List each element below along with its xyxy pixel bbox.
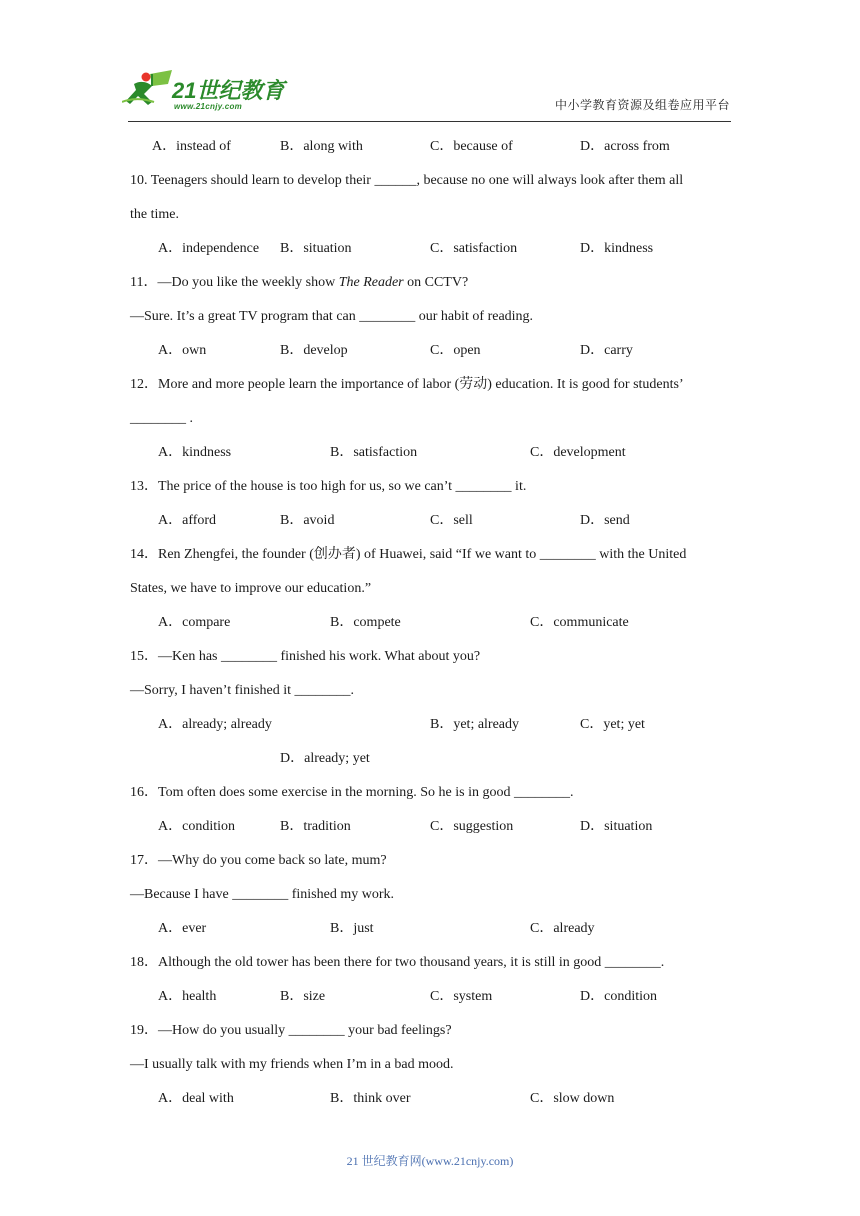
question-9-options [130,130,734,164]
question-17-options [130,912,734,946]
option-a[interactable]: A．compare [158,615,231,630]
question-10-options [130,232,734,266]
question-16-options [130,810,734,844]
question-stem: —Sure. It’s a great TV program that can ________ our habit of reading. [130,309,534,324]
question-stem: States, we have to improve our education.” [130,581,372,596]
question-stem: the time. [130,207,179,222]
question-stem: 19．—How do you usually ________ your bad feelings? [130,1023,452,1038]
question-15-options-row2 [130,742,734,776]
option-d[interactable]: D．condition [580,989,657,1004]
page-footer: 21 世纪教育网(www.21cnjy.com) [346,1154,514,1168]
option-a[interactable]: A．afford [158,513,217,528]
question-list [130,130,734,1116]
option-b[interactable]: B．avoid [280,513,335,528]
option-b[interactable]: B．situation [280,241,352,256]
logo-text: 21世纪教育 [172,78,285,103]
option-a[interactable]: A．already; already [158,717,272,732]
question-stem: 16．Tom often does some exercise in the morning. So he is in good ________. [130,785,574,800]
option-a[interactable]: A．deal with [158,1091,234,1106]
option-c[interactable]: C．satisfaction [430,241,518,256]
show-title: The Reader [338,275,404,290]
option-c[interactable]: C．already [530,921,595,936]
option-c[interactable]: C．open [430,343,481,358]
option-d[interactable]: D．kindness [580,241,654,256]
question-stem: 18．Although the old tower has been there for two thousand years, it is still in good ________. [130,955,665,970]
option-b[interactable]: B．along with [280,139,363,154]
option-c[interactable]: C．yet; yet [580,717,645,732]
question-stem: —I usually talk with my friends when I’m in a bad mood. [130,1057,454,1072]
question-stem: 15．—Ken has ________ finished his work. What about you? [130,649,481,664]
question-13-options [130,504,734,538]
question-14-options [130,606,734,640]
option-d[interactable]: D．across from [580,139,670,154]
option-b[interactable]: B．size [280,989,326,1004]
header-divider [128,121,731,122]
option-a[interactable]: A．independence [158,241,260,256]
option-c[interactable]: C．system [430,989,493,1004]
option-b[interactable]: B．compete [330,615,401,630]
option-b[interactable]: B．develop [280,343,348,358]
option-c[interactable]: C．slow down [530,1091,615,1106]
option-b[interactable]: B．tradition [280,819,351,834]
question-15-options [130,708,734,742]
option-d[interactable]: D．send [580,513,630,528]
question-stem: 14．Ren Zhengfei, the founder (创办者) of Huawei, said “If we want to ________ with the United [130,547,687,562]
option-a[interactable]: A．instead of [152,139,231,154]
option-c[interactable]: C．suggestion [430,819,514,834]
option-a[interactable]: A．own [158,343,207,358]
question-stem: ________ . [130,411,193,426]
option-b[interactable]: B．just [330,921,374,936]
option-b[interactable]: B．yet; already [430,717,520,732]
question-19-options [130,1082,734,1116]
question-stem: —Sorry, I haven’t finished it ________. [130,683,354,698]
option-b[interactable]: B．think over [330,1091,411,1106]
option-a[interactable]: A．health [158,989,217,1004]
platform-name: 中小学教育资源及组卷应用平台 [554,98,730,112]
option-c[interactable]: C．communicate [530,615,629,630]
option-c[interactable]: C．because of [430,139,513,154]
option-a[interactable]: A．ever [158,921,207,936]
question-stem: 12．More and more people learn the importance of labor (劳动) education. It is good for students’ [130,377,684,392]
option-a[interactable]: A．kindness [158,445,232,460]
question-stem: 11．—Do you like the weekly show The Reader on CCTV? [130,275,469,290]
question-stem: 13．The price of the house is too high for us, so we can’t ________ it. [130,479,527,494]
logo-url: www.21cnjy.com [174,102,243,111]
question-stem: —Because I have ________ finished my work. [130,887,394,902]
option-c[interactable]: C．development [530,445,626,460]
question-stem: 10. Teenagers should learn to develop their ______, because no one will always look after them all [130,173,684,188]
logo [122,68,292,114]
option-d[interactable]: D．already; yet [280,751,370,766]
option-d[interactable]: D．situation [580,819,653,834]
question-12-options [130,436,734,470]
option-d[interactable]: D．carry [580,343,633,358]
option-c[interactable]: C．sell [430,513,473,528]
option-b[interactable]: B．satisfaction [330,445,418,460]
page-header [0,0,860,122]
option-a[interactable]: A．condition [158,819,235,834]
question-11-options [130,334,734,368]
question-stem: 17．—Why do you come back so late, mum? [130,853,387,868]
question-18-options [130,980,734,1014]
